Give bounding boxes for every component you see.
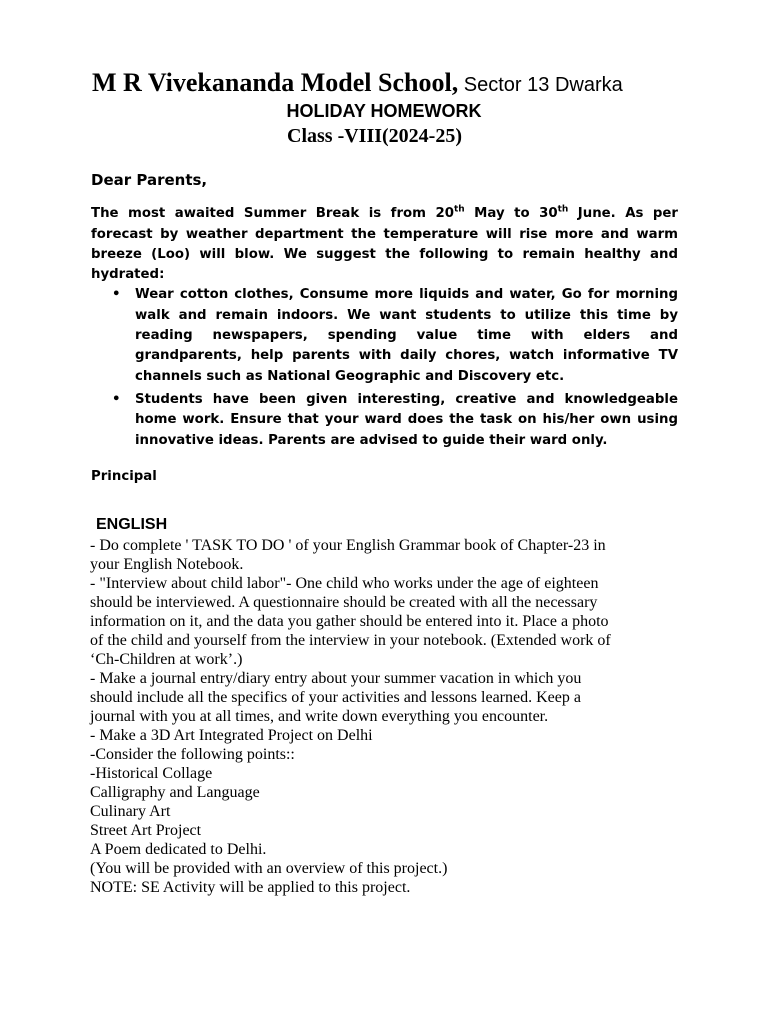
english-line: your English Notebook. xyxy=(90,556,244,573)
document-title: HOLIDAY HOMEWORK xyxy=(286,101,482,121)
english-line: ‘Ch-Children at work’.) xyxy=(90,651,243,668)
english-line: NOTE: SE Activity will be applied to this project. xyxy=(90,879,411,896)
letter-greeting: Dear Parents, xyxy=(91,171,208,189)
english-line: Calligraphy and Language xyxy=(90,784,260,801)
intro-part-3: June. As per forecast by weather department the temperature will rise more and warm breeze (Loo) will blow. We suggest the following to remain healthy and hydrated: xyxy=(91,206,678,283)
signature: Principal xyxy=(91,468,157,484)
english-line: - "Interview about child labor"- One child who works under the age of eighteen xyxy=(90,575,599,592)
english-section xyxy=(90,514,700,897)
english-line: (You will be provided with an overview of this project.) xyxy=(90,860,448,877)
class-line: Class -VIII(2024-25) xyxy=(287,125,462,147)
english-line: - Make a 3D Art Integrated Project on Delhi xyxy=(90,727,373,744)
intro-part-2: May to 30 xyxy=(464,206,558,222)
parent-letter xyxy=(91,170,678,487)
english-line: of the child and yourself from the interview in your notebook. (Extended work of xyxy=(90,632,611,649)
intro-sup-2: th xyxy=(557,204,569,215)
advice-item xyxy=(91,390,678,451)
intro-part-1: The most awaited Summer Break is from 20 xyxy=(91,206,454,222)
letter-intro xyxy=(91,204,678,285)
english-line: Street Art Project xyxy=(90,822,202,839)
english-line: information on it, and the data you gather should be entered into it. Place a photo xyxy=(90,613,609,630)
english-line: - Make a journal entry/diary entry about your summer vacation in which you xyxy=(90,670,582,687)
advice-text: Students have been given interesting, creative and knowledgeable home work. Ensure that your ward does the task on his/her own using innovative ideas. Parents are advised to guide their ward only. xyxy=(135,391,678,448)
advice-text: Wear cotton clothes, Consume more liquids and water, Go for morning walk and remain indoors. We want students to utilize this time by reading newspapers, spending value time with elders and grandparents, help parents with daily chores, watch informative TV channels such as National Geographic and Discovery etc. xyxy=(135,287,678,384)
school-sector: Sector 13 Dwarka xyxy=(458,74,623,96)
english-heading: ENGLISH xyxy=(96,516,168,533)
english-line: journal with you at all times, and write down everything you encounter. xyxy=(90,708,549,725)
school-name: M R Vivekananda Model School, xyxy=(92,68,459,97)
advice-item xyxy=(91,285,678,386)
english-line: - Do complete ' TASK TO DO ' of your English Grammar book of Chapter-23 in xyxy=(90,537,606,554)
english-line: should include all the specifics of your activities and lessons learned. Keep a xyxy=(90,689,581,706)
english-line: -Consider the following points:: xyxy=(90,746,295,763)
english-line: Culinary Art xyxy=(90,803,171,820)
intro-sup-1: th xyxy=(453,204,465,215)
bullet-icon: • xyxy=(112,287,121,303)
bullet-icon: • xyxy=(112,391,121,407)
english-line: should be interviewed. A questionnaire should be created with all the necessary xyxy=(90,594,598,611)
advice-list xyxy=(91,285,678,450)
english-line: -Historical Collage xyxy=(90,765,213,782)
school-title xyxy=(92,68,623,98)
english-line: A Poem dedicated to Delhi. xyxy=(90,841,267,858)
